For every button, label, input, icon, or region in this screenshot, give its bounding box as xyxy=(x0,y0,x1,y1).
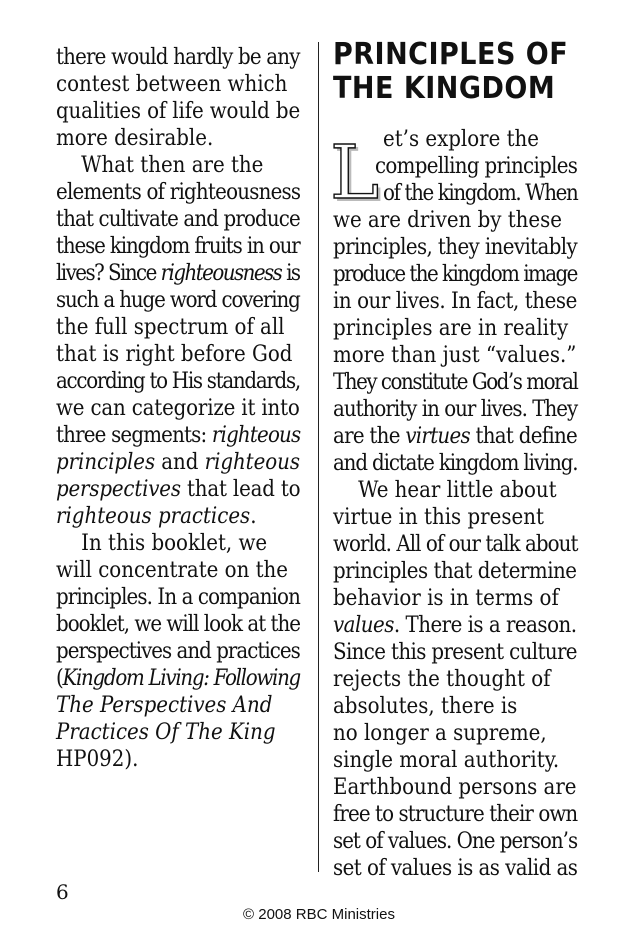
text-fragment: more desirable. xyxy=(56,126,214,151)
text-line xyxy=(333,450,578,477)
text-fragment: that define xyxy=(469,424,577,449)
text-line xyxy=(56,557,288,584)
text-line xyxy=(333,666,550,693)
text-fragment: ( xyxy=(56,666,63,691)
text-fragment: righteous xyxy=(204,450,300,475)
text-fragment: is xyxy=(281,261,300,286)
text-fragment: lives? Since xyxy=(56,261,161,286)
text-line xyxy=(333,207,562,234)
text-line xyxy=(333,747,559,774)
text-fragment: qualities of life would be xyxy=(56,99,301,124)
text-line xyxy=(56,71,287,98)
text-fragment: booklet, we will look at the xyxy=(56,612,301,637)
column-divider xyxy=(318,42,319,872)
text-fragment: Practices Of The King xyxy=(56,720,276,745)
text-fragment: values xyxy=(333,613,394,638)
text-line xyxy=(56,152,263,179)
text-line xyxy=(56,665,300,692)
text-line xyxy=(333,855,577,882)
text-fragment: principles that determine xyxy=(333,559,577,584)
text-fragment: we are driven by these xyxy=(333,208,562,233)
text-fragment: such a huge word covering xyxy=(56,288,300,313)
text-line xyxy=(56,746,138,773)
text-fragment: world. All of our talk about xyxy=(333,532,578,557)
text-line xyxy=(56,233,300,260)
text-fragment: no longer a supreme, xyxy=(333,721,547,746)
text-fragment: of the kingdom. When xyxy=(383,181,578,206)
text-fragment: authority in our lives. They xyxy=(333,397,578,422)
text-line xyxy=(56,719,276,746)
text-fragment: perspectives and practices xyxy=(56,639,300,664)
text-fragment: righteousness xyxy=(160,261,282,286)
text-line xyxy=(383,126,539,153)
text-line xyxy=(56,179,300,206)
text-fragment: Earthbound persons are xyxy=(333,775,577,800)
text-line xyxy=(333,801,577,828)
text-line xyxy=(333,558,577,585)
text-line xyxy=(56,125,213,152)
text-line xyxy=(56,287,300,314)
text-fragment: compelling principles xyxy=(375,154,578,179)
text-line xyxy=(333,504,544,531)
text-line xyxy=(333,612,577,639)
text-fragment: . xyxy=(250,504,257,529)
text-line xyxy=(56,692,272,719)
text-line xyxy=(56,611,300,638)
text-line xyxy=(333,531,577,558)
text-fragment: perspectives xyxy=(56,477,181,502)
text-fragment: produce the kingdom image xyxy=(333,262,577,287)
text-line xyxy=(333,396,577,423)
text-fragment: rejects the thought of xyxy=(333,667,551,692)
text-fragment: that is right before God xyxy=(56,342,293,367)
text-line xyxy=(383,180,577,207)
text-line xyxy=(56,449,300,476)
text-line xyxy=(56,341,292,368)
text-fragment: What then are the xyxy=(56,153,264,178)
text-fragment: elements of righteousness xyxy=(56,180,301,205)
text-line xyxy=(333,315,568,342)
text-line xyxy=(333,342,576,369)
text-line xyxy=(56,476,300,503)
text-line xyxy=(56,584,300,611)
text-fragment: and dictate kingdom living. xyxy=(333,451,578,476)
text-line xyxy=(333,639,577,666)
text-fragment: that cultivate and produce xyxy=(56,207,300,232)
text-line xyxy=(56,260,300,287)
text-fragment: principles. In a companion xyxy=(56,585,300,610)
section-heading-line-2: THE KINGDOM xyxy=(333,71,556,106)
text-line xyxy=(333,828,577,855)
text-fragment: . There is a reason. xyxy=(393,613,577,638)
text-line xyxy=(56,368,300,395)
text-fragment: virtue in this present xyxy=(333,505,544,530)
text-fragment: HP092). xyxy=(56,747,139,772)
text-fragment: We hear little about xyxy=(333,478,557,503)
text-line xyxy=(333,693,517,720)
text-fragment: contest between which xyxy=(56,72,288,97)
page-number: 6 xyxy=(56,880,69,904)
text-line xyxy=(333,720,547,747)
text-fragment: righteous practices xyxy=(56,504,251,529)
text-fragment: are the xyxy=(333,424,406,449)
text-fragment: in our lives. In fact, these xyxy=(333,289,577,314)
text-fragment: et’s explore the xyxy=(383,127,540,152)
text-fragment: will concentrate on the xyxy=(56,558,289,583)
text-fragment: Since this present culture xyxy=(333,640,577,665)
text-fragment: free to structure their own xyxy=(333,802,578,827)
text-line xyxy=(333,288,577,315)
drop-cap: L xyxy=(330,130,380,216)
text-line xyxy=(56,530,267,557)
text-fragment: Kingdom Living: Following xyxy=(62,666,300,691)
text-fragment: righteous xyxy=(211,423,301,448)
text-line xyxy=(56,314,285,341)
text-line xyxy=(56,98,300,125)
text-fragment: the full spectrum of all xyxy=(56,315,285,340)
text-fragment: They constitute God’s moral xyxy=(333,370,578,395)
text-line xyxy=(333,477,557,504)
text-line xyxy=(56,422,300,449)
text-fragment: there would hardly be any xyxy=(56,45,300,70)
text-line xyxy=(56,638,300,665)
text-fragment: absolutes, there is xyxy=(333,694,518,719)
text-fragment: In this booklet, we xyxy=(56,531,268,556)
text-line xyxy=(56,206,300,233)
text-fragment: principles, they inevitably xyxy=(333,235,578,260)
copyright-notice: © 2008 RBC Ministries xyxy=(243,906,395,923)
text-fragment: these kingdom fruits in our xyxy=(56,234,300,259)
text-fragment: principles are in reality xyxy=(333,316,569,341)
text-fragment: virtues xyxy=(405,424,470,449)
text-fragment: principles xyxy=(56,450,156,475)
section-heading xyxy=(333,38,568,106)
text-fragment: more than just “values.” xyxy=(333,343,577,368)
text-fragment: according to His standards, xyxy=(56,369,300,394)
text-fragment: we can categorize it into xyxy=(56,396,300,421)
text-line xyxy=(375,153,577,180)
text-line xyxy=(333,423,577,450)
text-line xyxy=(333,234,577,261)
text-fragment: and xyxy=(155,450,205,475)
text-line xyxy=(333,369,577,396)
text-line xyxy=(333,261,577,288)
text-fragment: single moral authority. xyxy=(333,748,560,773)
text-line xyxy=(333,774,577,801)
text-line xyxy=(56,44,300,71)
text-line xyxy=(56,503,257,530)
text-fragment: that lead to xyxy=(180,477,301,502)
section-heading-line-1: PRINCIPLES OF xyxy=(333,37,569,72)
text-fragment: behavior is in terms of xyxy=(333,586,559,611)
text-fragment: set of values. One person’s xyxy=(333,829,578,854)
text-fragment: The Perspectives And xyxy=(56,693,273,718)
text-fragment: three segments: xyxy=(56,423,212,448)
text-line xyxy=(333,585,559,612)
text-fragment: set of values is as valid as xyxy=(333,856,578,881)
text-line xyxy=(56,395,300,422)
